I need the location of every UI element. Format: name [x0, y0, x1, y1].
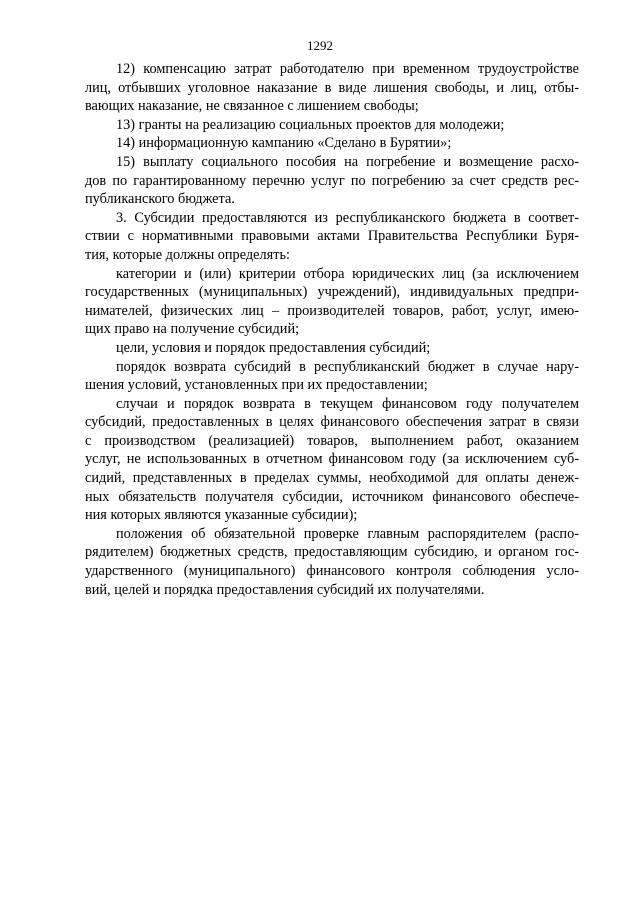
text-line: вий, целей и порядка предоставления субсидий их получателями.	[85, 581, 485, 598]
text-line: услуг, не использованных в отчетном финансовом году (за исключением суб-	[85, 451, 579, 468]
text-line: субсидий, предоставленных в целях финансового обеспечения затрат в связи	[85, 414, 579, 431]
text-line: 13) гранты на реализацию социальных проектов для молодежи;	[116, 116, 505, 133]
page-number: 1292	[307, 38, 333, 53]
text-line: случаи и порядок возврата в текущем финансовом году получателем	[116, 395, 579, 412]
text-line: 12) компенсацию затрат работодателю при временном трудоустройстве	[116, 61, 579, 77]
paragraph-item-15	[85, 153, 579, 209]
text-line: шения условий, установленных при их предоставлении;	[85, 377, 428, 394]
paragraph-section-3	[85, 209, 579, 265]
text-line: категории и (или) критерии отбора юридических лиц (за исключением	[116, 265, 579, 282]
paragraph-item-13	[85, 116, 579, 135]
text-line: ния которых являются указанные субсидии);	[85, 507, 358, 524]
paragraph-return-cases	[85, 395, 579, 525]
text-line: тия, которые должны определять:	[85, 246, 290, 263]
text-line: вающих наказание, не связанное с лишением свободы;	[85, 98, 419, 115]
text-line: сидий, представленных в пределах суммы, необходимой для оплаты денеж-	[85, 470, 579, 487]
paragraph-mandatory-check	[85, 525, 579, 599]
text-line: лиц, отбывших уголовное наказание в виде лишения свободы, и лиц, отбы-	[85, 79, 579, 96]
paragraph-goals	[85, 339, 579, 358]
paragraph-item-12	[85, 60, 579, 116]
text-line: с производством (реализацией) товаров, выполнением работ, оказанием	[85, 432, 579, 449]
text-line: 14) информационную кампанию «Сделано в Бурятии»;	[116, 135, 452, 152]
text-line: ных обязательств получателя субсидии, источником финансового обеспече-	[85, 488, 579, 505]
paragraph-categories	[85, 265, 579, 339]
text-line: ствии с нормативными правовыми актами Правительства Республики Буря-	[85, 228, 579, 245]
text-line: порядок возврата субсидий в республиканский бюджет в случае нару-	[116, 358, 579, 375]
text-line: рядителем) бюджетных средств, предоставляющим субсидию, и органом гос-	[85, 544, 579, 561]
text-line: щих право на получение субсидий;	[85, 321, 300, 338]
text-line: нимателей, физических лиц – производителей товаров, работ, услуг, имею-	[85, 302, 579, 319]
text-line: положения об обязательной проверке главным распорядителем (распо-	[116, 525, 579, 542]
paragraph-return-order	[85, 358, 579, 395]
text-line: публиканского бюджета.	[85, 191, 235, 208]
text-line: 15) выплату социального пособия на погребение и возмещение расхо-	[116, 153, 579, 170]
text-line: дов по гарантированному перечню услуг по погребению за счет средств рес-	[85, 172, 579, 189]
document-body	[85, 60, 579, 599]
text-line: государственных (муниципальных) учреждений), индивидуальных предпри-	[85, 284, 579, 301]
text-line: ударственного (муниципального) финансового контроля соблюдения усло-	[85, 563, 579, 580]
text-line: цели, условия и порядок предоставления субсидий;	[116, 339, 431, 356]
paragraph-item-14	[85, 134, 579, 153]
text-line: 3. Субсидии предоставляются из республиканского бюджета в соответ-	[116, 209, 579, 226]
